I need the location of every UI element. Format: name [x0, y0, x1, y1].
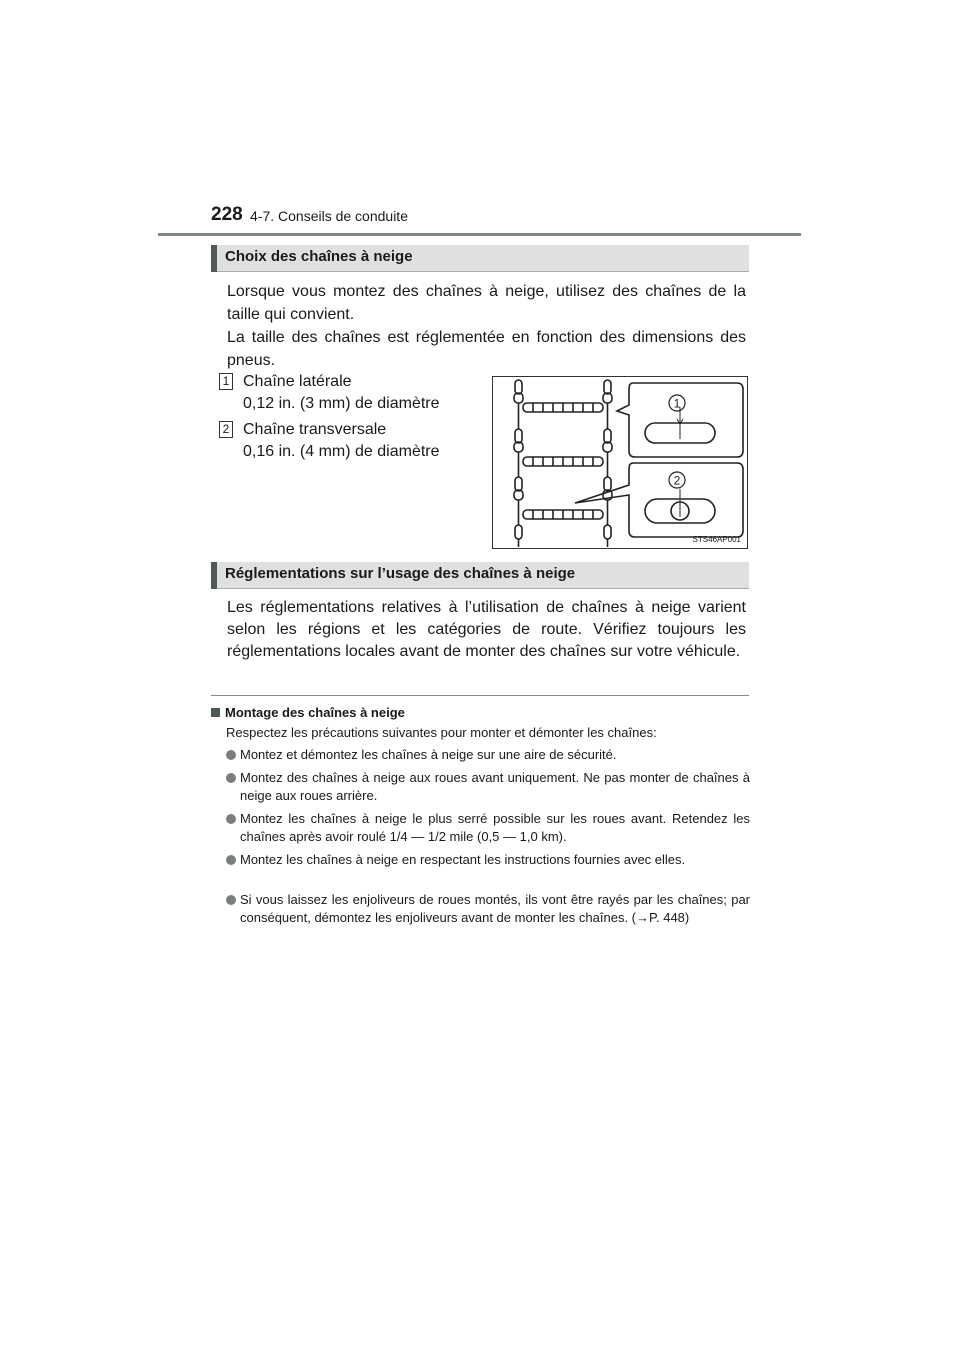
bullet-icon — [226, 773, 236, 783]
callout-box-2 — [575, 463, 743, 537]
section-heading-chains-choice — [211, 245, 749, 272]
chapter-title: 4-7. Conseils de conduite — [250, 208, 408, 224]
section-marker — [211, 245, 217, 272]
notes-heading — [211, 705, 405, 720]
cross-chains — [523, 403, 603, 519]
side-chain-left — [514, 380, 523, 547]
bullet-icon — [226, 895, 236, 905]
header-rule — [158, 233, 801, 236]
list-item: Si vous laissez les enjoliveurs de roues montés, ils vont être rayés par les chaînes; par conséquent, démontez les enjoliveurs avant de monter les chaînes. (→P. 448) — [226, 891, 750, 927]
legend-number-2: 2 — [219, 421, 233, 438]
chain-drawing — [493, 377, 747, 548]
list-item: Montez et démontez les chaînes à neige sur une aire de sécurité. — [226, 746, 750, 764]
list-item: Montez les chaînes à neige le plus serré possible sur les roues avant. Retendez les chaînes après avoir roulé 1/4 — 1/2 mile (0,5 — 1,0 km). — [226, 810, 750, 846]
snow-chain-illustration — [492, 376, 748, 549]
list-item: Montez des chaînes à neige aux roues avant uniquement. Ne pas monter de chaînes à neige aux roues arrière. — [226, 769, 750, 805]
legend-spec: 0,16 in. (4 mm) de diamètre — [243, 443, 440, 460]
section-title: Réglementations sur l’usage des chaînes à neige — [225, 565, 576, 582]
legend-item-2 — [243, 419, 440, 463]
legend-number-1: 1 — [219, 373, 233, 390]
bullet-icon — [226, 855, 236, 865]
square-bullet-icon — [211, 708, 220, 717]
notes-intro: Respectez les précautions suivantes pour monter et démonter les chaînes: — [226, 725, 657, 740]
bullet-icon — [226, 814, 236, 824]
section-title: Choix des chaînes à neige — [225, 248, 413, 265]
callout-box-1 — [617, 383, 743, 457]
list-item: Montez les chaînes à neige en respectant les instructions fournies avec elles. — [226, 851, 750, 869]
legend-item-1 — [243, 371, 440, 415]
regulations-paragraph: Les réglementations relatives à l’utilisation de chaînes à neige varient selon les régions et les catégories de route. Vérifiez toujours les réglementations locales avant de monter des chaînes sur votre véhicule. — [227, 599, 746, 660]
side-chain-right — [603, 380, 612, 547]
callout-label-2: 2 — [673, 473, 681, 488]
section-heading-chains-regulations — [211, 562, 749, 589]
notes-separator — [211, 695, 749, 696]
figure-code: STS46AP001 — [692, 535, 741, 544]
legend-name: Chaîne transversale — [243, 421, 387, 438]
callout-label-1: 1 — [673, 396, 681, 411]
legend-spec: 0,12 in. (3 mm) de diamètre — [243, 395, 440, 412]
bullet-icon — [226, 750, 236, 760]
legend-name: Chaîne latérale — [243, 373, 352, 390]
page-number: 228 — [211, 204, 243, 225]
notes-title: Montage des chaînes à neige — [225, 705, 405, 720]
chains-choice-paragraph: Lorsque vous montez des chaînes à neige, utilisez des chaînes de la taille qui convient. — [227, 283, 746, 323]
chains-size-paragraph: La taille des chaînes est réglementée en fonction des dimensions des pneus. — [227, 329, 746, 369]
section-marker — [211, 562, 217, 589]
